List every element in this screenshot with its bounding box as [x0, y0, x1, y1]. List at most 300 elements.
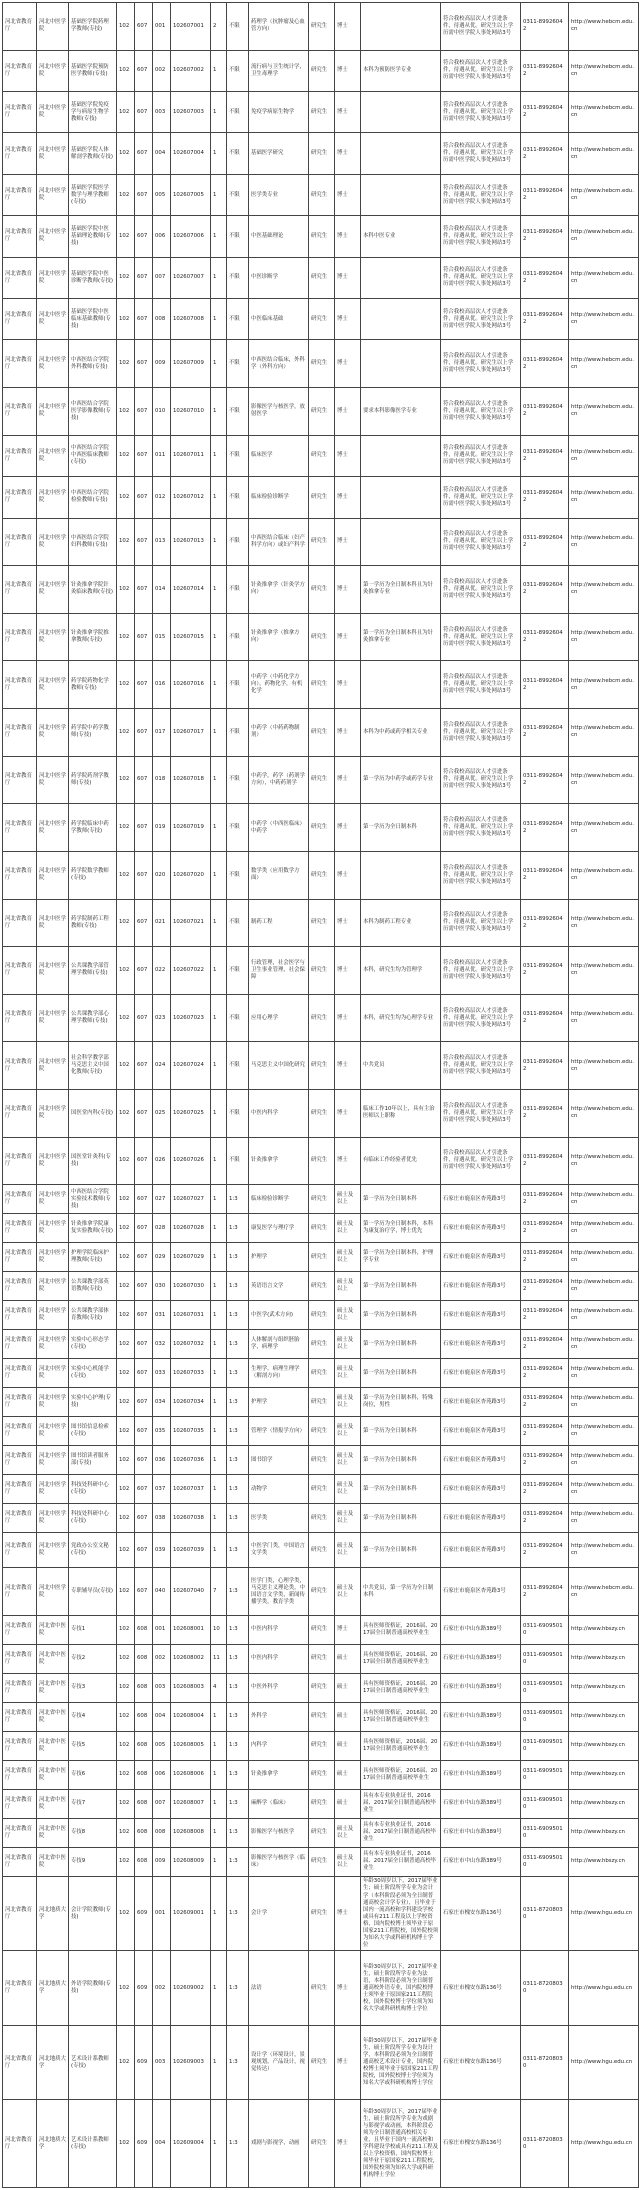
- cell-degree: 硕士及以上: [335, 1214, 361, 1243]
- cell-phone: 0311-89926042: [521, 1359, 569, 1388]
- cell-ratio: 不限: [227, 299, 249, 340]
- cell-other: 本科为制药工程专业: [361, 899, 441, 947]
- cell-other: 第一学历为全日制本科: [361, 1417, 441, 1446]
- cell-unit-code: 607: [135, 1090, 153, 1138]
- cell-dept: 河北省教育厅: [3, 50, 37, 91]
- cell-loc: 102: [117, 947, 135, 995]
- table-row: [3, 1951, 639, 2026]
- cell-unit: 河北中医学院: [37, 388, 69, 436]
- cell-unit: 河北中医学院: [37, 566, 69, 614]
- cell-url: http://www.hebcm.edu.cn: [569, 92, 639, 133]
- cell-edu: 研究生: [309, 2100, 335, 2188]
- cell-dept: 河北省教育厅: [3, 299, 37, 340]
- cell-phone: 0311-89926042: [521, 435, 569, 476]
- cell-phone: 0311-89926042: [521, 851, 569, 899]
- cell-edu: 研究生: [309, 1330, 335, 1359]
- cell-degree: 博士: [335, 1876, 361, 1951]
- cell-post: 实验中心形态学(专技): [69, 1330, 117, 1359]
- cell-dept: 河北省教育厅: [3, 1272, 37, 1301]
- cell-major: 影像医学与核医学: [249, 1818, 309, 1847]
- cell-addr: 符合我校高层次人才引进条件，待遇从优。研究生以上学历需中医学院人事处网站3号: [441, 1090, 521, 1138]
- cell-num: 2: [211, 3, 227, 51]
- cell-dept: 河北省教育厅: [3, 1673, 37, 1702]
- cell-unit-code: 608: [135, 1615, 153, 1644]
- cell-post-code: 015: [153, 613, 171, 661]
- cell-unit-code: 608: [135, 1673, 153, 1702]
- cell-post: 专技9: [69, 1847, 117, 1876]
- cell-unit: 河北中医学院: [37, 1137, 69, 1185]
- cell-ratio: 1:3: [227, 1214, 249, 1243]
- cell-edu: 研究生: [309, 1301, 335, 1330]
- cell-addr: 符合我校高层次人才引进条件，待遇从优。研究生以上学历需中医学院人事处网站3号: [441, 216, 521, 257]
- cell-num: 1: [211, 1417, 227, 1446]
- cell-exam-code: 102609004: [171, 2100, 211, 2188]
- cell-edu: 研究生: [309, 518, 335, 566]
- cell-edu: 研究生: [309, 388, 335, 436]
- cell-unit: 河北中医学院: [37, 133, 69, 174]
- cell-phone: 0311-89926042: [521, 756, 569, 804]
- cell-url: http://www.hebcm.edu.cn: [569, 947, 639, 995]
- cell-unit-code: 607: [135, 1388, 153, 1417]
- cell-post-code: 003: [153, 2025, 171, 2100]
- cell-addr: 石家庄市鹿泉区杏苑路3号: [441, 1185, 521, 1214]
- cell-dept: 河北省教育厅: [3, 1214, 37, 1243]
- cell-phone: 0311-89926042: [521, 899, 569, 947]
- cell-num: 1: [211, 50, 227, 91]
- cell-phone: 0311-89926042: [521, 388, 569, 436]
- cell-num: 1: [211, 613, 227, 661]
- cell-exam-code: 102609002: [171, 1951, 211, 2026]
- cell-dept: 河北省教育厅: [3, 1876, 37, 1951]
- table-row: [3, 1417, 639, 1446]
- cell-dept: 河北省教育厅: [3, 756, 37, 804]
- cell-post: 实验中心护理(专技): [69, 1388, 117, 1417]
- cell-post: 中西医结合学院妇科教师(专技): [69, 518, 117, 566]
- cell-num: 1: [211, 851, 227, 899]
- cell-ratio: 不限: [227, 518, 249, 566]
- cell-unit-code: 607: [135, 1243, 153, 1272]
- cell-post: 图书馆读者服务部(专技): [69, 1446, 117, 1475]
- cell-loc: 102: [117, 1446, 135, 1475]
- cell-loc: 102: [117, 1330, 135, 1359]
- cell-num: 1: [211, 388, 227, 436]
- cell-post-code: 004: [153, 2100, 171, 2188]
- cell-loc: 102: [117, 174, 135, 215]
- cell-dept: 河北省教育厅: [3, 1090, 37, 1138]
- cell-post: 基础医学院药理学教师(专技): [69, 3, 117, 51]
- cell-other: [361, 340, 441, 388]
- cell-dept: 河北省教育厅: [3, 3, 37, 51]
- table-row: [3, 2100, 639, 2188]
- cell-other: 本科中医专业: [361, 216, 441, 257]
- cell-phone: 0311-89926042: [521, 518, 569, 566]
- cell-unit: 河北中医学院: [37, 3, 69, 51]
- cell-edu: 研究生: [309, 947, 335, 995]
- cell-unit: 河北中医学院: [37, 299, 69, 340]
- cell-unit: 河北中医学院: [37, 756, 69, 804]
- table-row: [3, 1818, 639, 1847]
- cell-degree: 博士: [335, 2025, 361, 2100]
- cell-post: 专技3: [69, 1673, 117, 1702]
- table-row: [3, 756, 639, 804]
- cell-other: [361, 92, 441, 133]
- cell-unit-code: 607: [135, 388, 153, 436]
- cell-major: 护理学: [249, 1388, 309, 1417]
- cell-edu: 研究生: [309, 92, 335, 133]
- cell-dept: 河北省教育厅: [3, 388, 37, 436]
- cell-unit: 河北中医学院: [37, 1388, 69, 1417]
- cell-unit: 河北中医学院: [37, 216, 69, 257]
- cell-ratio: 1:3: [227, 2025, 249, 2100]
- cell-dept: 河北省教育厅: [3, 1330, 37, 1359]
- cell-edu: 研究生: [309, 1388, 335, 1417]
- table-row: [3, 1272, 639, 1301]
- cell-edu: 研究生: [309, 1702, 335, 1731]
- cell-num: 1: [211, 1042, 227, 1090]
- cell-post: 针灸推拿学院针灸临床教师(专技): [69, 566, 117, 614]
- cell-dept: 河北省教育厅: [3, 1644, 37, 1673]
- cell-post: 药学院数学教师(专技): [69, 851, 117, 899]
- cell-major: 中医内科学: [249, 1090, 309, 1138]
- cell-ratio: 不限: [227, 851, 249, 899]
- cell-unit-code: 607: [135, 1185, 153, 1214]
- cell-num: 4: [211, 1673, 227, 1702]
- cell-exam-code: 102609001: [171, 1876, 211, 1951]
- cell-loc: 102: [117, 1847, 135, 1876]
- cell-unit: 河北省中医院: [37, 1615, 69, 1644]
- cell-addr: 石家庄市中山东路389号: [441, 1673, 521, 1702]
- table-row: [3, 1301, 639, 1330]
- cell-degree: 硕士及以上: [335, 1417, 361, 1446]
- cell-ratio: 不限: [227, 1137, 249, 1185]
- cell-ratio: 不限: [227, 756, 249, 804]
- cell-num: 1: [211, 1847, 227, 1876]
- cell-unit: 河北中医学院: [37, 1243, 69, 1272]
- cell-exam-code: 102609003: [171, 2025, 211, 2100]
- table-row: [3, 257, 639, 298]
- table-row: [3, 1475, 639, 1504]
- cell-addr: 符合我校高层次人才引进条件，待遇从优。研究生以上学历需中医学院人事处网站3号: [441, 477, 521, 518]
- cell-phone: 0311-69095010: [521, 1673, 569, 1702]
- cell-num: 1: [211, 947, 227, 995]
- cell-other: 第一学历为全日制本科: [361, 1301, 441, 1330]
- cell-addr: 符合我校高层次人才引进条件，待遇从优。研究生以上学历需中医学院人事处网站3号: [441, 50, 521, 91]
- cell-unit-code: 607: [135, 92, 153, 133]
- cell-ratio: 不限: [227, 566, 249, 614]
- cell-degree: 硕士及以上: [335, 1185, 361, 1214]
- cell-post-code: 002: [153, 1951, 171, 2026]
- cell-edu: 研究生: [309, 1951, 335, 2026]
- cell-url: http://www.hbszy.cn: [569, 1789, 639, 1818]
- table-row: [3, 661, 639, 709]
- cell-other: [361, 257, 441, 298]
- cell-phone: 0311-69095010: [521, 1789, 569, 1818]
- cell-degree: 博士: [335, 216, 361, 257]
- cell-ratio: 1:3: [227, 1359, 249, 1388]
- cell-addr: 符合我校高层次人才引进条件，待遇从优。研究生以上学历需中医学院人事处网站3号: [441, 851, 521, 899]
- cell-num: 1: [211, 257, 227, 298]
- cell-phone: 0311-87208030: [521, 1951, 569, 2026]
- cell-exam-code: 102607017: [171, 709, 211, 757]
- cell-post-code: 009: [153, 340, 171, 388]
- cell-unit-code: 607: [135, 1301, 153, 1330]
- table-row: [3, 340, 639, 388]
- cell-url: http://www.hebcm.edu.cn: [569, 994, 639, 1042]
- cell-unit: 河北中医学院: [37, 1568, 69, 1616]
- table-row: [3, 518, 639, 566]
- cell-major: 临床医学: [249, 435, 309, 476]
- cell-post: 专技4: [69, 1702, 117, 1731]
- cell-num: 1: [211, 1090, 227, 1138]
- cell-addr: 石家庄市中山东路389号: [441, 1789, 521, 1818]
- cell-ratio: 1:3: [227, 1243, 249, 1272]
- cell-dept: 河北省教育厅: [3, 1475, 37, 1504]
- cell-num: 1: [211, 133, 227, 174]
- cell-degree: 博士: [335, 804, 361, 852]
- cell-exam-code: 102607039: [171, 1533, 211, 1568]
- cell-post: 专技7: [69, 1789, 117, 1818]
- cell-edu: 研究生: [309, 1818, 335, 1847]
- cell-unit: 河北中医学院: [37, 1214, 69, 1243]
- cell-post: 艺术设计系教师(专技): [69, 2025, 117, 2100]
- cell-other: [361, 299, 441, 340]
- cell-url: http://www.hebcm.edu.cn: [569, 1042, 639, 1090]
- cell-post: 中西医结合学院中西医临床教师(专技): [69, 435, 117, 476]
- cell-post-code: 022: [153, 947, 171, 995]
- cell-post: 中西医结合学院实验技术教师(专技): [69, 1185, 117, 1214]
- cell-ratio: 1:3: [227, 1789, 249, 1818]
- cell-addr: 符合我校高层次人才引进条件，待遇从优。研究生以上学历需中医学院人事处网站3号: [441, 133, 521, 174]
- cell-major: 免疫学病原生物学: [249, 92, 309, 133]
- cell-url: http://www.hebcm.edu.cn: [569, 1272, 639, 1301]
- cell-ratio: 1:3: [227, 1673, 249, 1702]
- table-row: [3, 1789, 639, 1818]
- table-row: [3, 174, 639, 215]
- cell-major: 医学门类，心理学类，马克思主义理论类，中国语言文学类，新闻传播学类，教育学类: [249, 1568, 309, 1616]
- cell-post: 公共课教学部心理学教师(专技): [69, 994, 117, 1042]
- cell-phone: 0311-89926042: [521, 994, 569, 1042]
- cell-loc: 102: [117, 1702, 135, 1731]
- cell-phone: 0311-89926042: [521, 1568, 569, 1616]
- cell-major: 中医内科学: [249, 1644, 309, 1673]
- cell-post-code: 028: [153, 1214, 171, 1243]
- cell-loc: 102: [117, 1417, 135, 1446]
- cell-url: http://www.hgu.edu.cn: [569, 2025, 639, 2100]
- cell-post: 专技8: [69, 1818, 117, 1847]
- cell-unit-code: 608: [135, 1789, 153, 1818]
- cell-post: 专技6: [69, 1760, 117, 1789]
- cell-other: 年龄30周岁以下，2017届毕业生，硕士阶段所学专业为设计学，本科阶段必须为全日制普通高校艺术设计专业，国内院校博士须毕业于原国家211工程院校，国外院校博士学位须为知名大学或科研机构博士学位: [361, 2025, 441, 2100]
- cell-degree: 博士: [335, 1090, 361, 1138]
- cell-edu: 研究生: [309, 756, 335, 804]
- cell-unit: 河北中医学院: [37, 804, 69, 852]
- cell-unit: 河北中医学院: [37, 1475, 69, 1504]
- cell-edu: 研究生: [309, 899, 335, 947]
- cell-degree: 博士: [335, 92, 361, 133]
- cell-loc: 102: [117, 851, 135, 899]
- table-row: [3, 1876, 639, 1951]
- cell-major: 医学类专业: [249, 174, 309, 215]
- cell-post-code: 003: [153, 92, 171, 133]
- cell-exam-code: 102607018: [171, 756, 211, 804]
- cell-dept: 河北省教育厅: [3, 1847, 37, 1876]
- cell-post-code: 038: [153, 1504, 171, 1533]
- cell-phone: 0311-69095010: [521, 1847, 569, 1876]
- cell-ratio: 1:3: [227, 1272, 249, 1301]
- cell-ratio: 1:3: [227, 1731, 249, 1760]
- table-row: [3, 1702, 639, 1731]
- cell-degree: 博士: [335, 756, 361, 804]
- cell-num: 1: [211, 1760, 227, 1789]
- cell-edu: 研究生: [309, 709, 335, 757]
- cell-url: http://www.hebcm.edu.cn: [569, 1568, 639, 1616]
- cell-phone: 0311-89926042: [521, 1533, 569, 1568]
- cell-exam-code: 102607027: [171, 1185, 211, 1214]
- cell-edu: 研究生: [309, 851, 335, 899]
- cell-post-code: 002: [153, 50, 171, 91]
- cell-degree: 硕士及以上: [335, 1475, 361, 1504]
- cell-loc: 102: [117, 1475, 135, 1504]
- cell-unit-code: 607: [135, 216, 153, 257]
- cell-num: 1: [211, 566, 227, 614]
- cell-degree: 博士: [335, 257, 361, 298]
- cell-url: http://www.hebcm.edu.cn: [569, 756, 639, 804]
- cell-loc: 102: [117, 1504, 135, 1533]
- cell-degree: 博士: [335, 388, 361, 436]
- cell-unit-code: 607: [135, 1137, 153, 1185]
- cell-other: 第一学历为全日制本科且为针灸推拿专业: [361, 613, 441, 661]
- cell-url: http://www.hgu.edu.cn: [569, 2100, 639, 2188]
- cell-post-code: 036: [153, 1446, 171, 1475]
- cell-post-code: 004: [153, 1702, 171, 1731]
- cell-num: 1: [211, 1214, 227, 1243]
- cell-other: 具有医师资格证，2016届、2017届全日制普通高校毕业生: [361, 1760, 441, 1789]
- cell-other: 第一学历为全日制本科: [361, 1504, 441, 1533]
- cell-exam-code: 102607035: [171, 1417, 211, 1446]
- cell-edu: 研究生: [309, 1504, 335, 1533]
- cell-phone: 0311-89926042: [521, 1137, 569, 1185]
- cell-url: http://www.hbszy.cn: [569, 1615, 639, 1644]
- cell-phone: 0311-89926042: [521, 1388, 569, 1417]
- recruitment-table: [2, 2, 639, 2188]
- cell-loc: 102: [117, 1243, 135, 1272]
- cell-ratio: 1:3: [227, 1876, 249, 1951]
- cell-unit-code: 607: [135, 174, 153, 215]
- cell-other: 要求本科影像医学专业: [361, 388, 441, 436]
- cell-other: [361, 661, 441, 709]
- cell-major: 临床检验诊断学: [249, 477, 309, 518]
- cell-edu: 研究生: [309, 804, 335, 852]
- cell-ratio: 1:3: [227, 1847, 249, 1876]
- cell-post-code: 002: [153, 1644, 171, 1673]
- cell-addr: 符合我校高层次人才引进条件，待遇从优。研究生以上学历需中医学院人事处网站3号: [441, 92, 521, 133]
- cell-num: 1: [211, 1243, 227, 1272]
- cell-edu: 研究生: [309, 1789, 335, 1818]
- cell-degree: 博士: [335, 2100, 361, 2188]
- cell-edu: 研究生: [309, 1673, 335, 1702]
- cell-ratio: 不限: [227, 804, 249, 852]
- cell-dept: 河北省教育厅: [3, 1388, 37, 1417]
- cell-degree: 硕士及以上: [335, 1301, 361, 1330]
- cell-major: 中医学(武术方向): [249, 1301, 309, 1330]
- cell-url: http://www.hebcm.edu.cn: [569, 661, 639, 709]
- cell-post-code: 007: [153, 257, 171, 298]
- cell-phone: 0311-87208030: [521, 2025, 569, 2100]
- cell-post-code: 004: [153, 133, 171, 174]
- cell-num: 1: [211, 477, 227, 518]
- cell-dept: 河北省教育厅: [3, 899, 37, 947]
- cell-exam-code: 102607032: [171, 1330, 211, 1359]
- cell-degree: 博士: [335, 340, 361, 388]
- cell-ratio: 不限: [227, 1042, 249, 1090]
- cell-other: 第一学历为全日制本科: [361, 1475, 441, 1504]
- cell-unit: 河北省中医院: [37, 1818, 69, 1847]
- cell-ratio: 不限: [227, 435, 249, 476]
- cell-addr: 符合我校高层次人才引进条件，待遇从优。研究生以上学历需中医学院人事处网站3号: [441, 566, 521, 614]
- cell-url: http://www.hbszy.cn: [569, 1673, 639, 1702]
- cell-unit-code: 608: [135, 1760, 153, 1789]
- cell-dept: 河北省教育厅: [3, 1185, 37, 1214]
- cell-degree: 硕士: [335, 1789, 361, 1818]
- cell-other: [361, 518, 441, 566]
- cell-dept: 河北省教育厅: [3, 613, 37, 661]
- cell-url: http://www.hebcm.edu.cn: [569, 1137, 639, 1185]
- cell-addr: 石家庄市中山东路389号: [441, 1615, 521, 1644]
- cell-phone: 0311-89926042: [521, 947, 569, 995]
- cell-url: http://www.hbszy.cn: [569, 1644, 639, 1673]
- cell-unit: 河北中医学院: [37, 1272, 69, 1301]
- cell-exam-code: 102607021: [171, 899, 211, 947]
- table-row: [3, 435, 639, 476]
- cell-post: 基础医学院免疫学与病原生物学教师(专技): [69, 92, 117, 133]
- cell-dept: 河北省教育厅: [3, 1568, 37, 1616]
- cell-url: http://www.hebcm.edu.cn: [569, 1446, 639, 1475]
- table-row: [3, 1388, 639, 1417]
- table-row: [3, 3, 639, 51]
- cell-ratio: 不限: [227, 899, 249, 947]
- cell-addr: 石家庄市槐安东路136号: [441, 1951, 521, 2026]
- cell-post: 专技5: [69, 1731, 117, 1760]
- cell-post: 科技处科研中心(专技): [69, 1504, 117, 1533]
- cell-loc: 102: [117, 92, 135, 133]
- cell-url: http://www.hebcm.edu.cn: [569, 50, 639, 91]
- cell-post: 药学院中药学教师(专技): [69, 709, 117, 757]
- cell-exam-code: 102607029: [171, 1243, 211, 1272]
- cell-major: 中医外科学: [249, 1673, 309, 1702]
- cell-post: 专技2: [69, 1644, 117, 1673]
- cell-loc: 102: [117, 340, 135, 388]
- cell-unit: 河北中医学院: [37, 947, 69, 995]
- cell-url: http://www.hebcm.edu.cn: [569, 1475, 639, 1504]
- cell-loc: 102: [117, 1137, 135, 1185]
- cell-post-code: 012: [153, 477, 171, 518]
- cell-dept: 河北省教育厅: [3, 1446, 37, 1475]
- cell-num: 1: [211, 1789, 227, 1818]
- cell-degree: 博士: [335, 518, 361, 566]
- cell-unit: 河北中医学院: [37, 661, 69, 709]
- cell-major: 中医学门类，中国语言文学类: [249, 1533, 309, 1568]
- cell-loc: 102: [117, 1760, 135, 1789]
- cell-degree: 博士: [335, 174, 361, 215]
- cell-post-code: 009: [153, 1847, 171, 1876]
- cell-unit: 河北中医学院: [37, 1446, 69, 1475]
- cell-post-code: 018: [153, 756, 171, 804]
- cell-post-code: 040: [153, 1568, 171, 1616]
- cell-unit-code: 607: [135, 661, 153, 709]
- table-row: [3, 899, 639, 947]
- cell-num: 1: [211, 709, 227, 757]
- cell-url: http://www.hgu.edu.cn: [569, 1876, 639, 1951]
